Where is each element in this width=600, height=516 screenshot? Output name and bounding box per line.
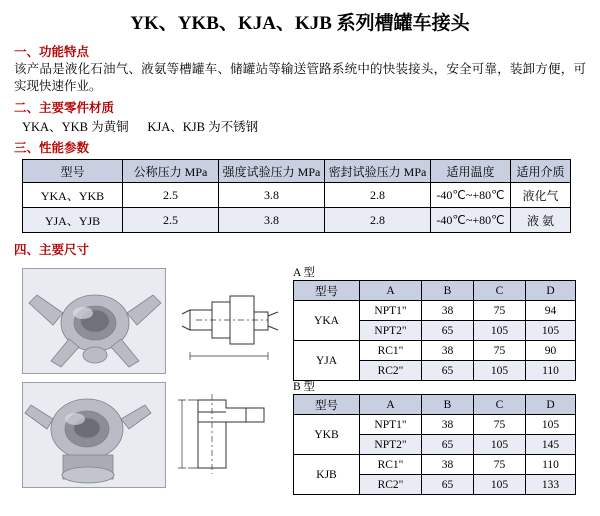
cell-d: 105 [526,415,576,435]
cell-model: YKB [294,415,360,455]
cell-d: 90 [526,341,576,361]
page-title: YK、YKB、KJA、KJB 系列槽罐车接头 [130,13,470,34]
col-header-c: C [474,395,526,415]
features-paragraph: 该产品是液化石油气、液氨等槽罐车、储罐站等输送管路系统中的快装接头，安全可靠，装卸方便，可实现快速作业。 [14,62,586,93]
col-header-medium: 适用介质 [511,160,571,183]
col-header-a: A [360,395,422,415]
table-row [294,341,576,361]
cell-seal-test: 2.8 [325,183,431,208]
table-row [294,415,576,435]
cell-c: 75 [474,341,526,361]
table-header-row [23,160,571,183]
cell-nominal-pressure: 2.5 [123,183,219,208]
cell-c: 105 [474,475,526,495]
coupling-drawing-b [172,382,284,486]
table-row [23,208,571,233]
col-header-b: B [422,281,474,301]
cell-b: 38 [422,341,474,361]
cell-c: 75 [474,301,526,321]
cell-d: 145 [526,435,576,455]
material-text: YKA、YKB 为黄铜 KJA、KJB 为不锈钢 [22,120,259,134]
cell-d: 133 [526,475,576,495]
cell-c: 75 [474,455,526,475]
cell-strength-test: 3.8 [219,208,325,233]
cell-model: KJB [294,455,360,495]
dimension-table-a [293,280,576,381]
col-header-model: 型号 [294,281,360,301]
section-heading-features: 一、功能特点 [14,45,90,59]
cell-temperature: -40℃~+80℃ [431,183,511,208]
table-row [23,183,571,208]
cell-temperature: -40℃~+80℃ [431,208,511,233]
col-header-b: B [422,395,474,415]
cell-medium: 液化气 [511,183,571,208]
dim-a-label: A 型 [293,267,316,279]
table-row [294,301,576,321]
cell-model: YKA [294,301,360,341]
dimension-table-b [293,394,576,495]
cell-d: 105 [526,321,576,341]
cell-a: NPT2" [360,435,422,455]
section-heading-material: 二、主要零件材质 [14,101,115,115]
cell-a: RC1" [360,341,422,361]
dimensions-section [0,264,600,508]
cell-medium: 液 氨 [511,208,571,233]
col-header-d: D [526,395,576,415]
performance-table [22,159,571,233]
cell-d: 94 [526,301,576,321]
cell-a: RC2" [360,361,422,381]
cell-model: YJA [294,341,360,381]
cell-b: 65 [422,435,474,455]
cell-c: 105 [474,435,526,455]
section-heading-performance: 三、性能参数 [14,141,90,155]
cell-d: 110 [526,455,576,475]
cell-c: 75 [474,415,526,435]
coupling-photo-a [22,268,166,374]
section-heading-dimensions: 四、主要尺寸 [14,243,90,257]
col-header-model: 型号 [294,395,360,415]
col-header-model: 型号 [23,160,123,183]
coupling-flange-photo-b [22,382,166,488]
col-header-d: D [526,281,576,301]
cell-d: 110 [526,361,576,381]
col-header-temperature: 适用温度 [431,160,511,183]
cell-b: 38 [422,301,474,321]
col-header-a: A [360,281,422,301]
dim-b-label: B 型 [293,381,316,393]
cell-a: RC1" [360,455,422,475]
cell-c: 105 [474,321,526,341]
cell-c: 105 [474,361,526,381]
coupling-drawing-a [172,268,284,372]
col-header-nominal-pressure: 公称压力 MPa [123,160,219,183]
cell-a: NPT1" [360,415,422,435]
cell-b: 65 [422,475,474,495]
cell-b: 38 [422,455,474,475]
table-header-row [294,395,576,415]
cell-model: YKA、YKB [23,183,123,208]
cell-b: 38 [422,415,474,435]
table-header-row [294,281,576,301]
cell-a: NPT1" [360,301,422,321]
cell-a: NPT2" [360,321,422,341]
col-header-c: C [474,281,526,301]
cell-seal-test: 2.8 [325,208,431,233]
cell-strength-test: 3.8 [219,183,325,208]
cell-nominal-pressure: 2.5 [123,208,219,233]
cell-b: 65 [422,361,474,381]
cell-model: YJA、YJB [23,208,123,233]
table-row [294,455,576,475]
col-header-strength-test: 强度试验压力 MPa [219,160,325,183]
cell-b: 65 [422,321,474,341]
cell-a: RC2" [360,475,422,495]
col-header-seal-test: 密封试验压力 MPa [325,160,431,183]
